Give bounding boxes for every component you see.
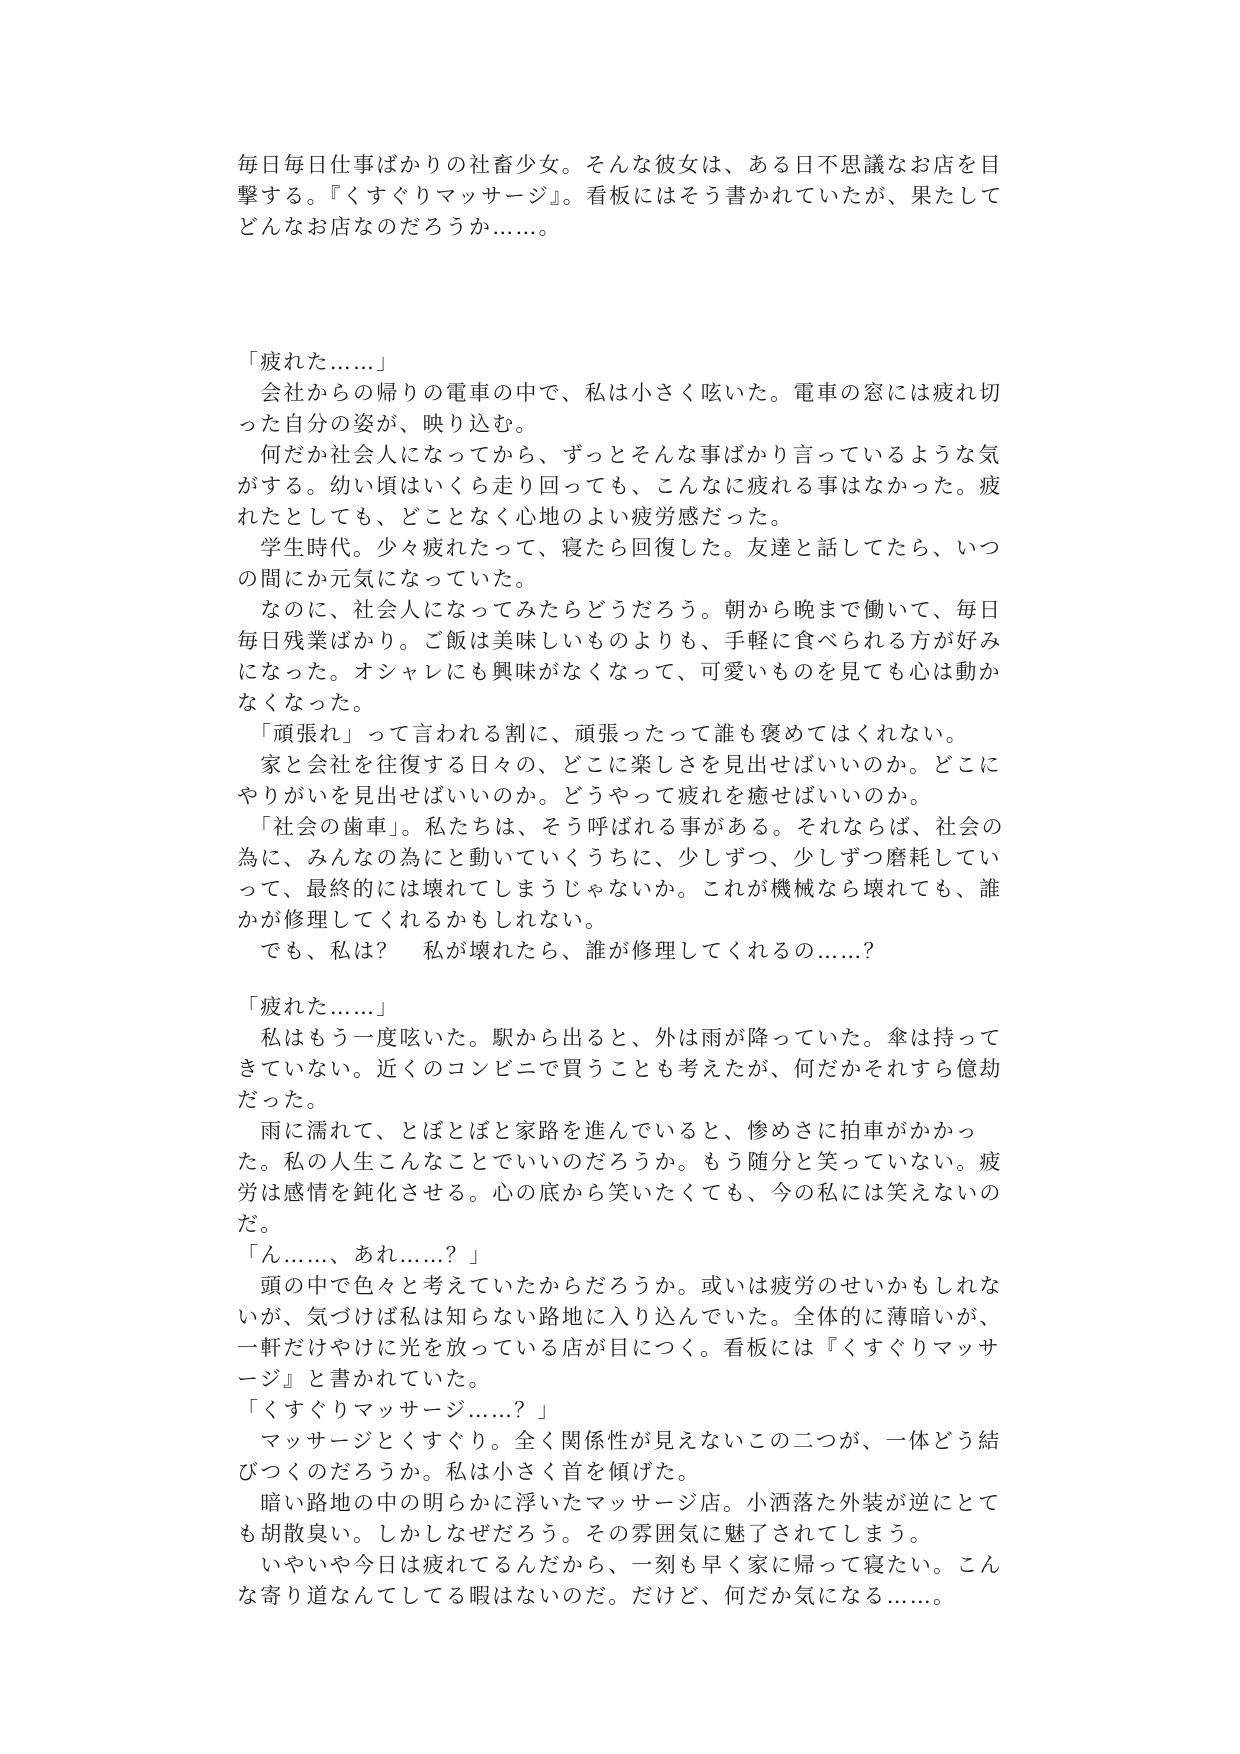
paragraph: いやいや今日は疲れてるんだから、一刻も早く家に帰って寝たい。こんな寄り道なんてしてる暇はないのだ。だけど、何だか気になる……。 bbox=[237, 1553, 1003, 1608]
story-section-2 bbox=[237, 992, 1007, 1612]
paragraph: 家と会社を往復する日々の、どこに楽しさを見出せばいいのか。どこにやりがいを見出せばいいのか。どうやって疲れを癒せばいいのか。 bbox=[237, 753, 1002, 808]
paragraph: 暗い路地の中の明らかに浮いたマッサージ店。小洒落た外装が逆にとても胡散臭い。しかしなぜだろう。その雰囲気に魅了されてしまう。 bbox=[237, 1491, 1002, 1546]
paragraph: 「社会の歯車」。私たちは、そう呼ばれる事がある。それならば、社会の為に、みんなの為にと動いていくうちに、少しずつ、少しずつ磨耗していって、最終的には壊れてしまうじゃないか。これが機械なら壊れても、誰かが修理してくれるかもしれない。 bbox=[237, 815, 1005, 932]
paragraph: 会社からの帰りの電車の中で、私は小さく呟いた。電車の窓には疲れ切った自分の姿が、映り込む。 bbox=[237, 381, 1003, 436]
paragraph: 雨に濡れて、とぼとぼと家路を進んでいると、惨めさに拍車がかかった。私の人生こんなことでいいのだろうか。もう随分と笑っていない。疲労は感情を鈍化させる。心の底から笑いたくても、今の私には笑えないのだ。 bbox=[237, 1119, 1003, 1236]
paragraph: 「疲れた……」 bbox=[237, 995, 400, 1019]
paragraph: 「頑張れ」って言われる割に、頑張ったって誰も褒めてはくれない。 bbox=[237, 722, 969, 746]
paragraph: 学生時代。少々疲れたって、寝たら回復した。友達と話してたら、いつの間にか元気になっていた。 bbox=[237, 536, 1003, 591]
story-section-1 bbox=[237, 347, 1007, 967]
paragraph: マッサージとくすぐり。全く関係性が見えないこの二つが、一体どう結びつくのだろうか。私は小さく首を傾げた。 bbox=[237, 1429, 1002, 1484]
paragraph: 「くすぐりマッサージ……？」 bbox=[237, 1398, 561, 1422]
synopsis bbox=[237, 150, 1007, 243]
synopsis-text: 毎日毎日仕事ばかりの社畜少女。そんな彼女は、ある日不思議なお店を目撃する。『くすぐりマッサージ』。看板にはそう書かれていたが、果たしてどんなお店なのだろうか……。 bbox=[237, 153, 1004, 239]
paragraph: 頭の中で色々と考えていたからだろうか。或いは疲労のせいかもしれないが、気づけば私は知らない路地に入り込んでいた。全体的に薄暗いが、一軒だけやけに光を放っている店が目につく。看板には『くすぐりマッサージ』と書かれていた。 bbox=[237, 1274, 1003, 1391]
paragraph: 私はもう一度呟いた。駅から出ると、外は雨が降っていた。傘は持ってきていない。近くのコンビニで買うことも考えたが、何だかそれすら億劫だった。 bbox=[237, 1026, 1003, 1112]
paragraph: 「疲れた……」 bbox=[237, 350, 400, 374]
paragraph: でも、私は？ 私が壊れたら、誰が修理してくれるの……？ bbox=[237, 939, 887, 963]
paragraph: なのに、社会人になってみたらどうだろう。朝から晩まで働いて、毎日毎日残業ばかり。ご飯は美味しいものよりも、手軽に食べられる方が好みになった。オシャレにも興味がなくなって、可愛いものを見ても心は動かなくなった。 bbox=[237, 598, 1003, 715]
paragraph: 何だか社会人になってから、ずっとそんな事ばかり言っているような気がする。幼い頃はいくら走り回っても、こんなに疲れる事はなかった。疲れたとしても、どことなく心地のよい疲労感だった。 bbox=[237, 443, 1003, 529]
paragraph: 「ん……、あれ……？」 bbox=[237, 1243, 493, 1267]
